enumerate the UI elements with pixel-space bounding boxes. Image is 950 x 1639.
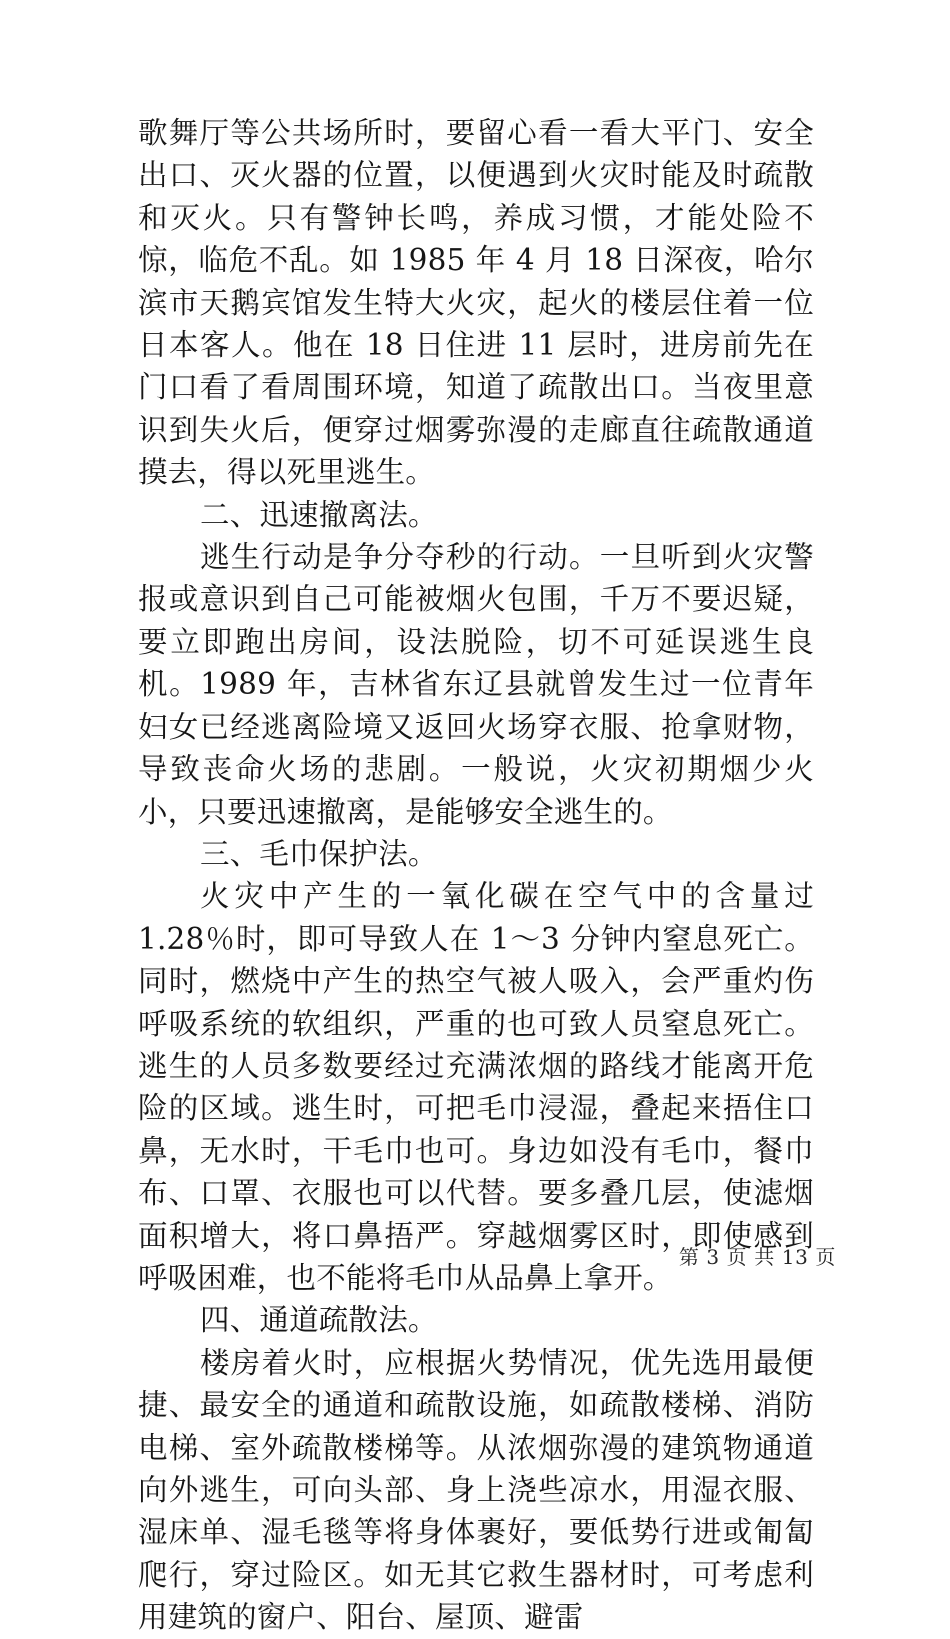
paragraph-section-three: 火灾中产生的一氧化碳在空气中的含量过 1.28％时，即可导致人在 1～3 分钟内窒息死亡。同时，燃烧中产生的热空气被人吸入，会严重灼伤呼吸系统的软组织，严重的也可致人员窒息死亡。逃生的人员多数要经过充满浓烟的路线才能离开危险的区域。逃生时，可把毛巾浸湿，叠起来捂住口鼻，无水时，干毛巾也可。身边如没有毛巾，餐巾布、口罩、衣服也可以代替。要多叠几层，使滤烟面积增大，将口鼻捂严。穿越烟雾区时，即使感到呼吸困难，也不能将毛巾从品鼻上拿开。 (138, 879, 814, 1295)
paragraph-section-four: 楼房着火时，应根据火势情况，优先选用最便捷、最安全的通道和疏散设施，如疏散楼梯、消防电梯、室外疏散楼梯等。从浓烟弥漫的建筑物通道向外逃生，可向头部、身上浇些凉水，用湿衣服、湿床单、湿毛毯等将身体裹好，要低势行进或匍匐爬行，穿过险区。如无其它救生器材时，可考虑利用建筑的窗户、阳台、屋顶、避雷 (138, 1345, 814, 1635)
section-heading-two: 二、迅速撤离法。 (200, 497, 438, 532)
page-footer (0, 1243, 950, 1283)
section-heading-four: 四、通道疏散法。 (200, 1303, 438, 1338)
paragraph-section-two: 逃生行动是争分夺秒的行动。一旦听到火灾警报或意识到自己可能被烟火包围，千万不要迟疑，要立即跑出房间，设法脱险，切不可延误逃生良机。1989 年，吉林省东辽县就曾发生过一位青年妇女已经逃离险境又返回火场穿衣服、抢拿财物，导致丧命火场的悲剧。一般说，火灾初期烟少火小，只要迅速撤离，是能够安全逃生的。 (138, 540, 814, 829)
page-number: 第 3 页 共 13 页 (678, 1245, 836, 1269)
document-text-body (138, 112, 814, 1639)
section-heading-three: 三、毛巾保护法。 (200, 836, 438, 871)
paragraph-continued: 歌舞厅等公共场所时，要留心看一看大平门、安全出口、灭火器的位置，以便遇到火灾时能及时疏散和灭火。只有警钟长鸣，养成习惯，才能处险不惊，临危不乱。如 1985 年 4 月 18 日深夜，哈尔滨市天鹅宾馆发生特大火灾，起火的楼层住着一位日本客人。他在 18 日住进 11 层时，进房前先在门口看了看周围环境，知道了疏散出口。当夜里意识到失火后，便穿过烟雾弥漫的走廊直往疏散通道摸去，得以死里逃生。 (138, 116, 814, 490)
